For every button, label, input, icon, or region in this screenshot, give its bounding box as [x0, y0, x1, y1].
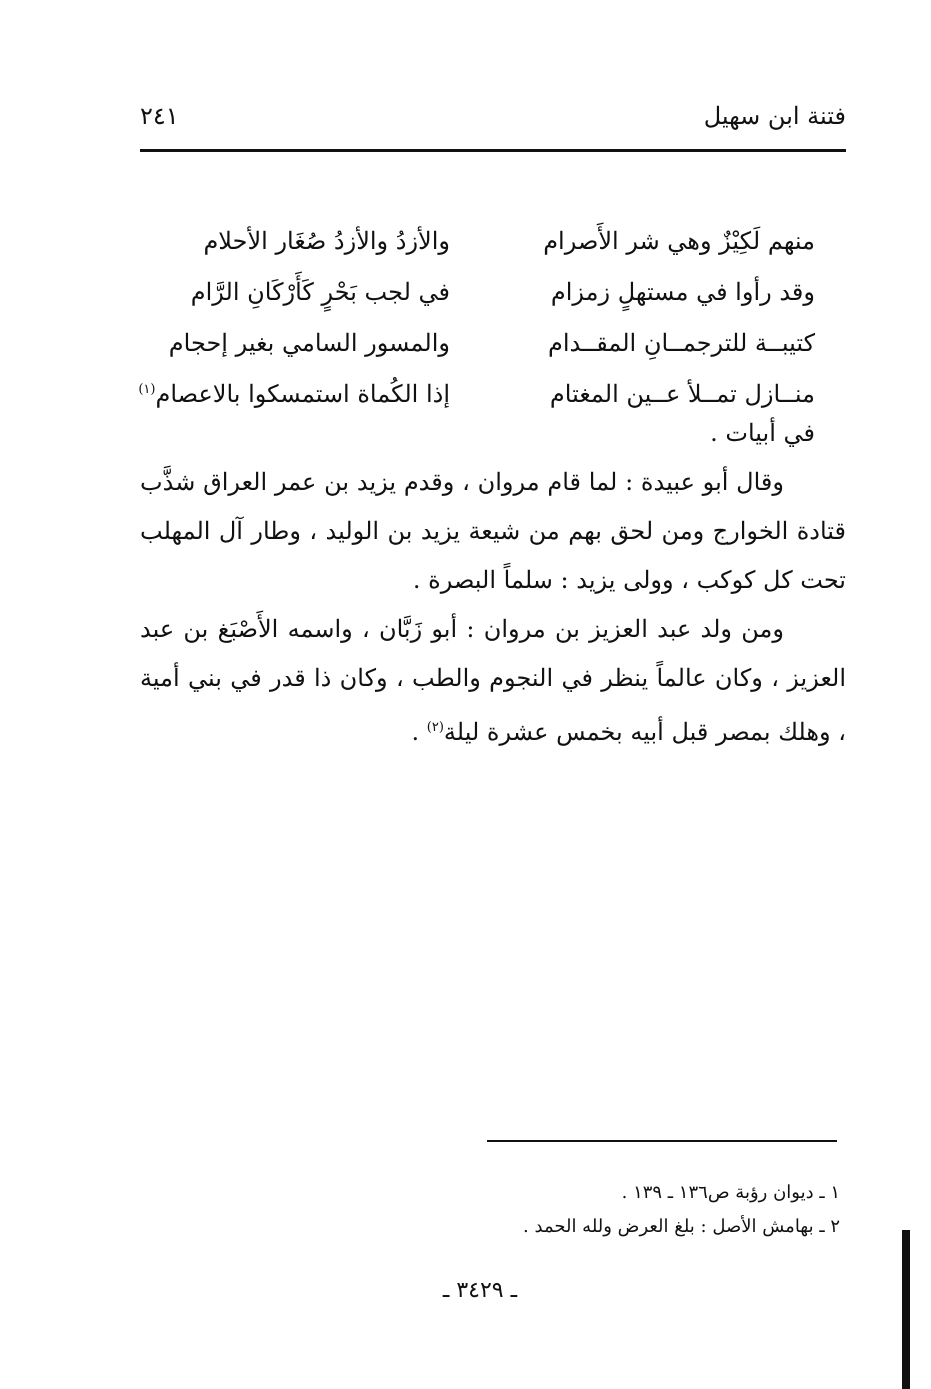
verse-line [140, 368, 815, 419]
volume-page-number: ـ ٣٤٢٩ ـ [442, 1278, 518, 1303]
footnotes [140, 1176, 840, 1244]
verse-line [140, 215, 815, 266]
poem-verses [140, 215, 815, 469]
verse-tail-text: في أبيات . [710, 419, 815, 447]
footnote-rule [487, 1140, 837, 1142]
verse-text: إذا الكُماة استمسكوا بالاعصام [155, 379, 450, 408]
page-header [140, 96, 846, 152]
verse-second-hemistich: والأزدُ والأزدُ صُغَار الأحلام [203, 226, 450, 255]
footnote-marker: (٢) [426, 720, 444, 735]
running-title: فتنة ابن سهيل [703, 102, 846, 130]
paragraph: وقال أبو عبيدة : لما قام مروان ، وقدم يزيد بن عمر العراق شذَّب قتادة الخوارج ومن لحق بهم من شيعة يزيد بن الوليد ، وطار آل المهلب تحت كل كوكب ، وولى يزيد : سلماً البصرة . [140, 468, 846, 594]
verse-first-hemistich: وقد رأوا في مستهلٍ زمزام [550, 277, 815, 306]
verse-first-hemistich: منهم لَكِيْزٌ وهي شر الأَصرام [543, 226, 815, 255]
body-text [140, 458, 846, 757]
verse-line [140, 266, 815, 317]
header-rule [140, 149, 846, 152]
paragraph-end: . [411, 718, 427, 746]
verse-first-hemistich: كتيبــة للترجمــانِ المقــدام [548, 328, 815, 357]
verse-second-hemistich: في لجب بَحْرٍ كَأَرْكَانِ الرَّام [190, 277, 450, 306]
footnote: ١ ـ ديوان رؤبة ص١٣٦ ـ ١٣٩ . [621, 1182, 840, 1203]
footnote: ٢ ـ بهامش الأصل : بلغ العرض ولله الحمد . [523, 1216, 840, 1237]
footnote-marker: (١) [138, 381, 156, 397]
paragraph-text: ومن ولد عبد العزيز بن مروان : أبو زَبَّان ، واسمه الأَصْبَغ بن عبد العزيز ، وكان عالماً ينظر في النجوم والطب ، وكان ذا قدر في بني أمية ، وهلك بمصر قبل أبيه بخمس عشرة ليلة [140, 615, 846, 746]
page-number: ٢٤١ [140, 102, 179, 130]
verse-line [140, 317, 815, 368]
paragraph [140, 605, 846, 757]
verse-second-hemistich: والمسور السامي بغير إحجام [168, 328, 450, 357]
verse-second-hemistich [140, 380, 450, 408]
scan-edge-mark [902, 1230, 910, 1389]
verse-first-hemistich: منــازل تمــلأ عــين المغتام [549, 379, 815, 408]
